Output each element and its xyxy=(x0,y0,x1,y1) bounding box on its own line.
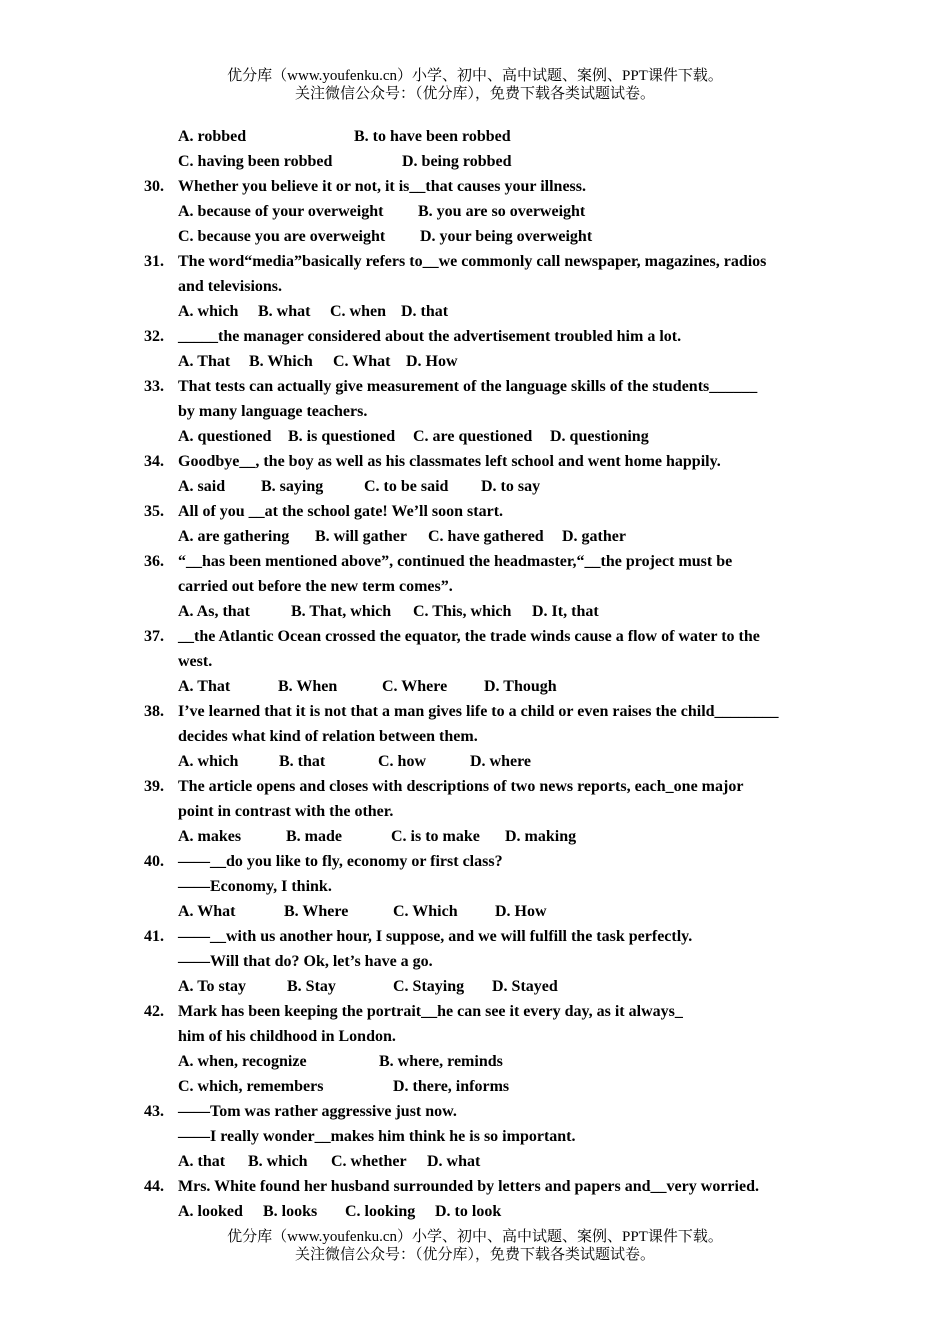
answer-option: C. which, remembers xyxy=(178,1078,324,1095)
question-number: 33. xyxy=(144,378,164,395)
question-number: 40. xyxy=(144,853,164,870)
question-number: 42. xyxy=(144,1003,164,1020)
answer-option: A. which xyxy=(178,753,239,770)
question-stem-line: _____the manager considered about the advertisement troubled him a lot. xyxy=(178,328,682,345)
footer-line-2: 关注微信公众号：（优分库），免费下载各类试题试卷。 xyxy=(294,1247,655,1263)
answer-option: B. Which xyxy=(249,353,313,370)
answer-option: D. what xyxy=(427,1153,481,1170)
question-stem-line: ——Will that do? Ok, let’s have a go. xyxy=(178,953,433,970)
answer-option: A. That xyxy=(178,678,231,695)
answer-option: B. When xyxy=(278,678,338,695)
answer-option: C. Which xyxy=(393,903,458,920)
question-number: 35. xyxy=(144,503,164,520)
answer-option: D. being robbed xyxy=(402,153,512,170)
answer-option: C. when xyxy=(330,303,387,320)
answer-option: A. looked xyxy=(178,1203,243,1220)
question-stem-line: west. xyxy=(178,653,213,670)
answer-option: A. robbed xyxy=(178,128,247,145)
question-stem-line: Goodbye__, the boy as well as his classmates left school and went home happily. xyxy=(178,453,721,470)
answer-option: C. Where xyxy=(382,678,448,695)
question-stem-line: “__has been mentioned above”, continued the headmaster,“__the project must be xyxy=(178,553,733,570)
answer-option: C. having been robbed xyxy=(178,153,333,170)
answer-option: C. to be said xyxy=(364,478,449,495)
answer-option: D. How xyxy=(495,903,547,920)
question-stem-line: Mrs. White found her husband surrounded by letters and papers and__very worried. xyxy=(178,1178,759,1195)
question-stem-line: and televisions. xyxy=(178,278,283,295)
answer-option: D. that xyxy=(401,303,449,320)
answer-option: B. saying xyxy=(261,478,324,495)
answer-option: B. Stay xyxy=(287,978,336,995)
question-stem-line: Whether you believe it or not, it is__that causes your illness. xyxy=(178,178,586,195)
answer-option: D. making xyxy=(505,828,577,845)
question-number: 30. xyxy=(144,178,164,195)
answer-option: B. looks xyxy=(263,1203,318,1220)
answer-option: B. will gather xyxy=(315,528,407,545)
answer-option: A. questioned xyxy=(178,428,272,445)
question-number: 38. xyxy=(144,703,164,720)
footer-line-1: 优分库（www.youfenku.cn）小学、初中、高中试题、案例、PPT课件下载。 xyxy=(227,1229,723,1245)
answer-option: B. where, reminds xyxy=(379,1053,503,1070)
question-stem-line: The word“media”basically refers to__we commonly call newspaper, magazines, radios xyxy=(178,253,767,270)
question-stem-line: point in contrast with the other. xyxy=(178,803,394,820)
answer-option: D. Stayed xyxy=(492,978,558,995)
answer-option: B. what xyxy=(258,303,311,320)
answer-option: D. to say xyxy=(481,478,541,495)
answer-option: C. how xyxy=(378,753,427,770)
question-stem-line: him of his childhood in London. xyxy=(178,1028,396,1045)
answer-option: A. are gathering xyxy=(178,528,290,545)
question-number: 32. xyxy=(144,328,164,345)
answer-option: D. where xyxy=(470,753,532,770)
question-stem-line: Mark has been keeping the portrait__he can see it every day, as it always_ xyxy=(178,1003,683,1020)
question-stem-line: All of you __at the school gate! We’ll soon start. xyxy=(178,503,504,520)
answer-option: C. are questioned xyxy=(413,428,533,445)
answer-option: D. gather xyxy=(562,528,626,545)
answer-option: B. That, which xyxy=(291,603,392,620)
question-stem-line: ——Economy, I think. xyxy=(178,878,332,895)
question-number: 44. xyxy=(144,1178,164,1195)
answer-option: D. your being overweight xyxy=(420,228,593,245)
header-line-1: 优分库（www.youfenku.cn）小学、初中、高中试题、案例、PPT课件下载。 xyxy=(227,68,723,84)
question-number: 37. xyxy=(144,628,164,645)
question-stem-line: The article opens and closes with descriptions of two news reports, each_one major xyxy=(178,778,744,795)
answer-option: A. As, that xyxy=(178,603,251,620)
answer-option: C. because you are overweight xyxy=(178,228,386,245)
answer-option: D. to look xyxy=(435,1203,502,1220)
question-stem-line: ——Tom was rather aggressive just now. xyxy=(178,1103,457,1120)
answer-option: C. looking xyxy=(345,1203,416,1220)
answer-option: A. To stay xyxy=(178,978,247,995)
question-number: 41. xyxy=(144,928,164,945)
answer-option: D. questioning xyxy=(550,428,649,445)
page-header xyxy=(0,67,950,103)
answer-option: D. there, informs xyxy=(393,1078,510,1095)
header-line-2: 关注微信公众号：（优分库），免费下载各类试题试卷。 xyxy=(294,86,655,102)
answer-option: B. Where xyxy=(284,903,349,920)
question-stem-line: ——__do you like to fly, economy or first class? xyxy=(178,853,503,870)
question-stem-line: __the Atlantic Ocean crossed the equator, the trade winds cause a flow of water to the xyxy=(178,628,760,645)
answer-option: C. Staying xyxy=(393,978,465,995)
answer-option: B. made xyxy=(286,828,342,845)
answer-option: A. What xyxy=(178,903,236,920)
answer-option: C. is to make xyxy=(391,828,480,845)
answer-option: B. you are so overweight xyxy=(418,203,586,220)
answer-option: C. whether xyxy=(331,1153,407,1170)
question-number: 43. xyxy=(144,1103,164,1120)
question-stem-line: ——I really wonder__makes him think he is so important. xyxy=(178,1128,576,1145)
question-stem-line: ——__with us another hour, I suppose, and we will fulfill the task perfectly. xyxy=(178,928,693,945)
answer-option: A. makes xyxy=(178,828,242,845)
answer-option: B. to have been robbed xyxy=(354,128,511,145)
answer-option: B. is questioned xyxy=(288,428,396,445)
question-number: 31. xyxy=(144,253,164,270)
question-number: 39. xyxy=(144,778,164,795)
answer-option: D. How xyxy=(406,353,458,370)
answer-option: D. It, that xyxy=(532,603,599,620)
question-stem-line: I’ve learned that it is not that a man gives life to a child or even raises the child________ xyxy=(178,703,779,720)
answer-option: B. which xyxy=(248,1153,308,1170)
question-stem-line: That tests can actually give measurement of the language skills of the students______ xyxy=(178,378,758,395)
answer-option: A. because of your overweight xyxy=(178,203,384,220)
answer-option: A. said xyxy=(178,478,226,495)
answer-option: C. have gathered xyxy=(428,528,544,545)
answer-option: A. that xyxy=(178,1153,226,1170)
question-number: 36. xyxy=(144,553,164,570)
question-number: 34. xyxy=(144,453,164,470)
answer-option: A. That xyxy=(178,353,231,370)
answer-option: C. This, which xyxy=(413,603,512,620)
answer-option: B. that xyxy=(279,753,326,770)
question-stem-line: by many language teachers. xyxy=(178,403,368,420)
answer-option: C. What xyxy=(333,353,391,370)
answer-option: A. which xyxy=(178,303,239,320)
answer-option: D. Though xyxy=(484,678,557,695)
question-stem-line: decides what kind of relation between them. xyxy=(178,728,478,745)
answer-option: A. when, recognize xyxy=(178,1053,307,1070)
page-footer xyxy=(0,1228,950,1264)
question-stem-line: carried out before the new term comes”. xyxy=(178,578,453,595)
